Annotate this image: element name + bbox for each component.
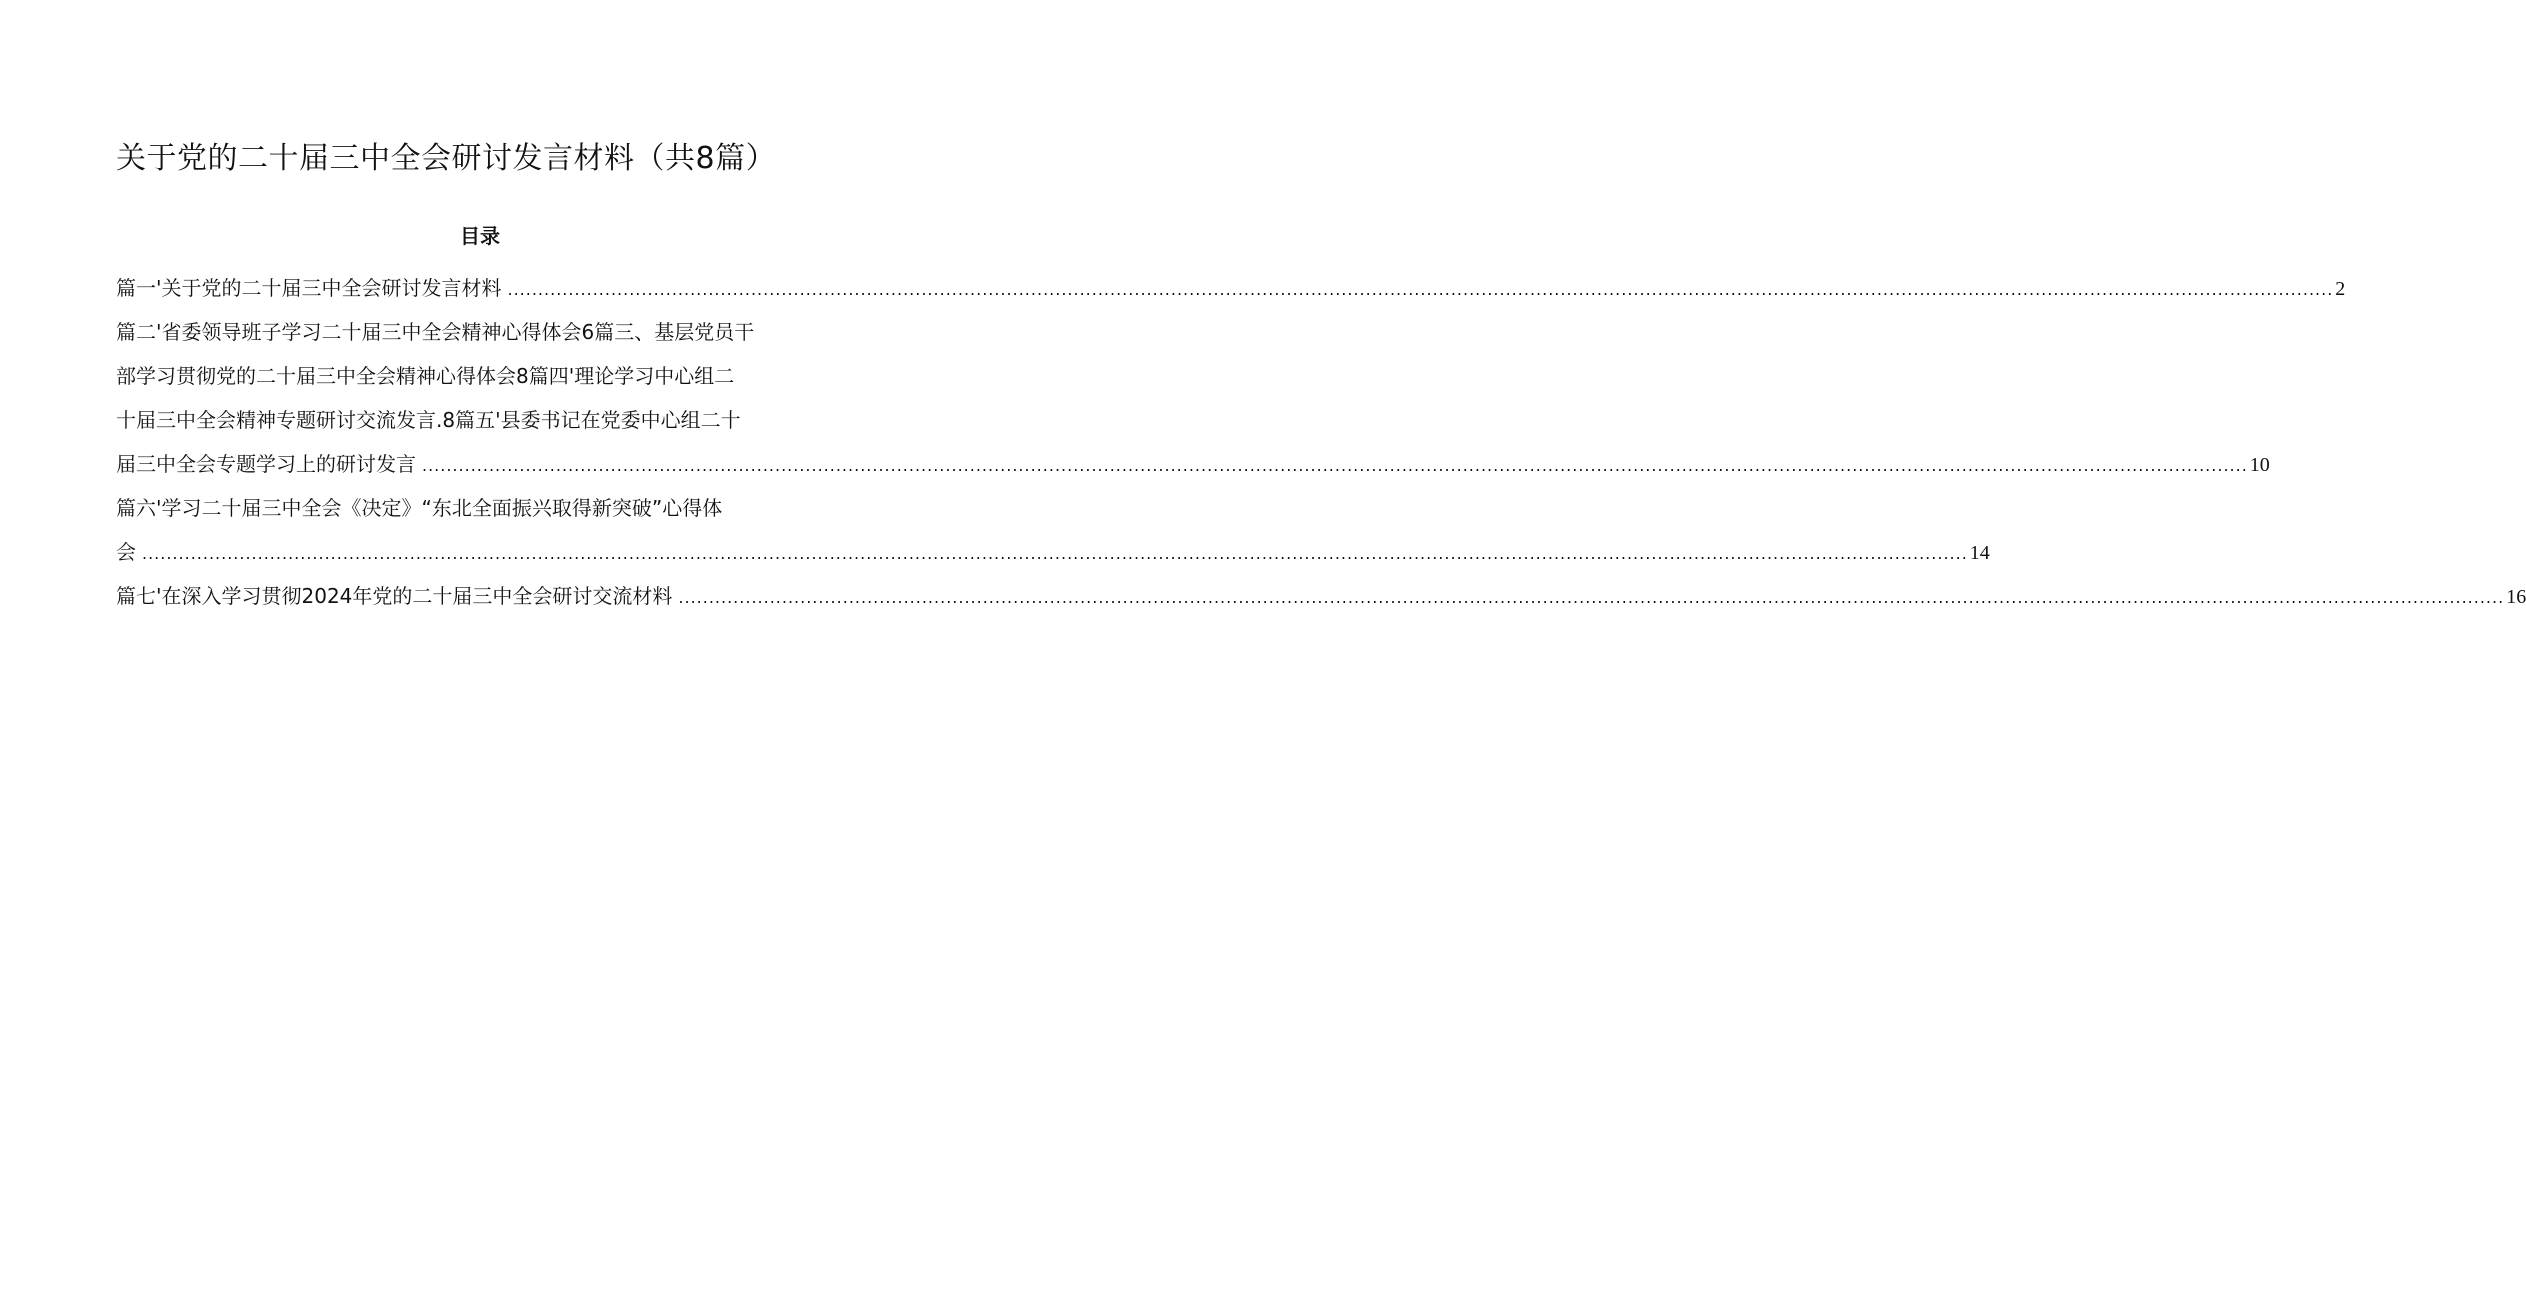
toc-text-line[interactable]: 篇六'学习二十届三中全会《决定》“东北全面振兴取得新突破”心得体 — [116, 496, 723, 520]
toc-heading: 目录 — [460, 224, 500, 248]
toc-text-line[interactable]: 篇二'省委领导班子学习二十届三中全会精神心得体会6篇三、基层党员干 — [116, 320, 755, 344]
toc-entry-label: 篇一'关于党的二十届三中全会研讨发言材料 — [116, 276, 502, 300]
toc-text-line[interactable]: 部学习贯彻党的二十届三中全会精神心得体会8篇四'理论学习中心组二 — [116, 364, 735, 388]
table-of-contents — [116, 266, 2526, 618]
dot-leader: ............................................................................................................................................................................................................................................................................................................ — [507, 280, 2334, 299]
toc-page-number: 16 — [2506, 586, 2526, 608]
toc-entry-label: 届三中全会专题学习上的研讨发言 — [116, 452, 416, 476]
toc-entry[interactable] — [116, 266, 2346, 310]
dot-leader: ............................................................................................................................................................................................................................................................................................................ — [422, 456, 2248, 475]
toc-page-number: 2 — [2335, 278, 2346, 300]
dot-leader: ............................................................................................................................................................................................................................................................................................................ — [142, 544, 1968, 563]
toc-entry-label: 会 — [116, 540, 136, 564]
toc-page-number: 10 — [2249, 454, 2270, 476]
dot-leader: ............................................................................................................................................................................................................................................................................................................ — [678, 588, 2505, 607]
toc-page-number: 14 — [1969, 542, 1990, 564]
document-title: 关于党的二十届三中全会研讨发言材料（共8篇） — [116, 141, 777, 176]
toc-text-line[interactable]: 十届三中全会精神专题研讨交流发言.8篇五'县委书记在党委中心组二十 — [116, 408, 741, 432]
toc-entry-label: 篇七'在深入学习贯彻2024年党的二十届三中全会研讨交流材料 — [116, 584, 673, 608]
toc-entry[interactable] — [116, 442, 2270, 486]
toc-entry[interactable] — [116, 530, 1990, 574]
toc-entry[interactable] — [116, 574, 2526, 618]
